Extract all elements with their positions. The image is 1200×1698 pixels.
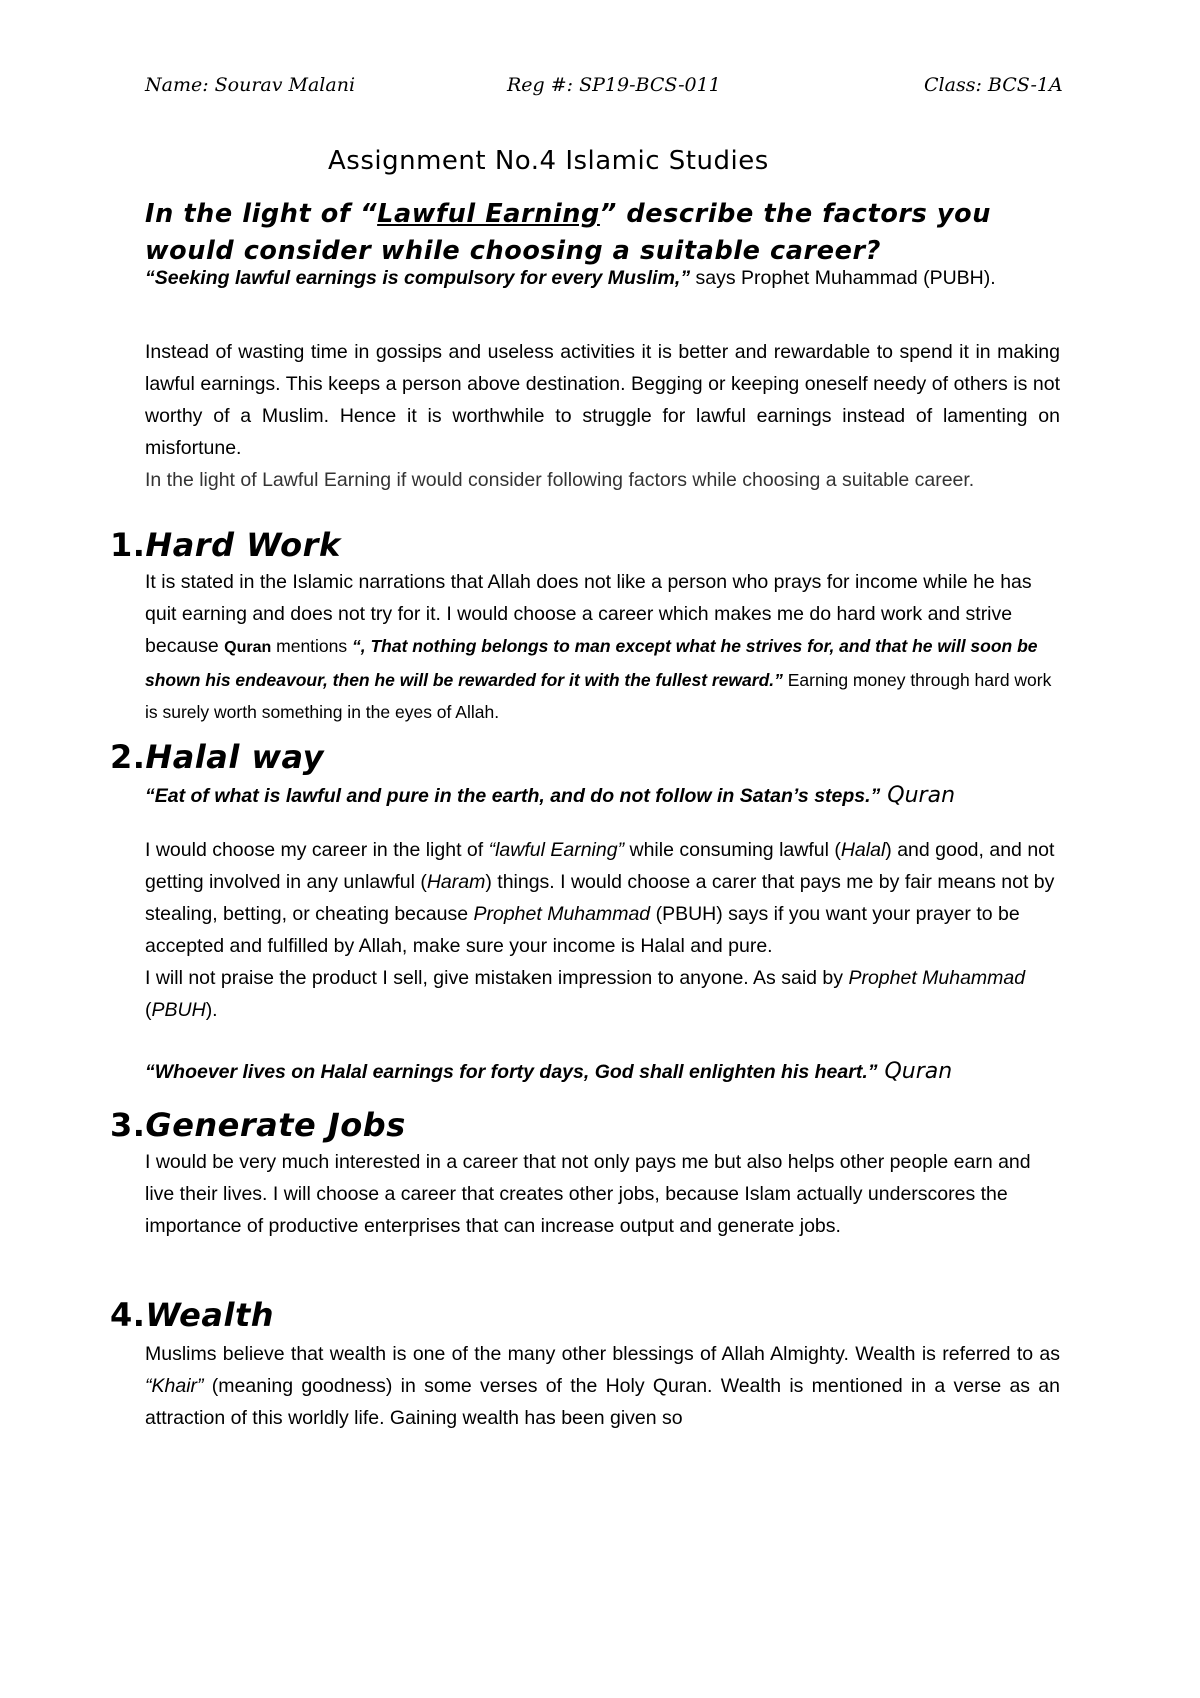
- section-heading-generate-jobs: 3.Generate Jobs: [110, 1106, 406, 1144]
- intro-paragraph: Instead of wasting time in gossips and useless activities it is better and rewardable to spend it in making lawful earnings. This keeps a person above destination. Begging or keeping oneself needy of others is not worthy of a Muslim. Hence it is worthwhile to struggle for lawful earnings instead of lamenting on misfortune. In the light of Lawful Earning if would consider following factors while choosing a suitable career.: [145, 341, 1060, 491]
- section-quote2-halal-way: “Whoever lives on Halal earnings for forty days, God shall enlighten his heart.” Quran: [145, 1059, 953, 1084]
- section-heading-hard-work: 1.Hard Work: [110, 526, 341, 564]
- intro-quote-paragraph: “Seeking lawful earnings is compulsory for every Muslim,” says Prophet Muhammad (PUBH).: [145, 267, 996, 289]
- section-heading-halal-way: 2.Halal way: [110, 738, 324, 776]
- section-heading-wealth: 4.Wealth: [110, 1296, 275, 1334]
- student-name: Name: Sourav Malani: [145, 74, 356, 96]
- section-text-hard-work: It is stated in the Islamic narrations that Allah does not like a person who prays for income while he has quit earning and does not try for it. I would choose a career which makes me do hard work and strive because Quran mentions “, That nothing belongs to man except what he strives for, and that he will soon be shown his endeavour, then he will be rewarded for it with the fullest reward.” Earning money through hard work is surely worth something in the eyes of Allah.: [145, 571, 1052, 722]
- question-underlined-term: Lawful Earning: [377, 199, 600, 229]
- registration-number: Reg #: SP19-BCS-011: [507, 74, 721, 96]
- section-text-halal-way: I would choose my career in the light of “lawful Earning” while consuming lawful (Halal) and good, and not getting involved in any unlawful (Haram) things. I would choose a carer that pays me by fair means not by stealing, betting, or cheating because Prophet Muhammad (PBUH) says if you want your prayer to be accepted and fulfilled by Allah, make sure your income is Halal and pure. I will not praise the product I sell, give mistaken impression to anyone. As said by Prophet Muhammad (PBUH).: [145, 839, 1055, 1021]
- section-text-generate-jobs: I would be very much interested in a career that not only pays me but also helps other people earn and live their lives. I will choose a career that creates other jobs, because Islam actually underscores the importance of productive enterprises that can increase output and generate jobs.: [145, 1151, 1031, 1237]
- class-label: Class: BCS-1A: [924, 74, 1063, 96]
- section-quote-halal-way: “Eat of what is lawful and pure in the earth, and do not follow in Satan’s steps.” Quran: [145, 783, 956, 808]
- assignment-question: In the light of “Lawful Earning” describe the factors you would consider while choosing a suitable career?: [145, 199, 991, 266]
- section-text-wealth: Muslims believe that wealth is one of the many other blessings of Allah Almighty. Wealth is referred to as “Khair” (meaning goodness) in some verses of the Holy Quran. Wealth is mentioned in a verse as an attraction of this worldly life. Gaining wealth has been given so: [145, 1343, 1060, 1429]
- assignment-title: Assignment No.4 Islamic Studies: [328, 146, 769, 176]
